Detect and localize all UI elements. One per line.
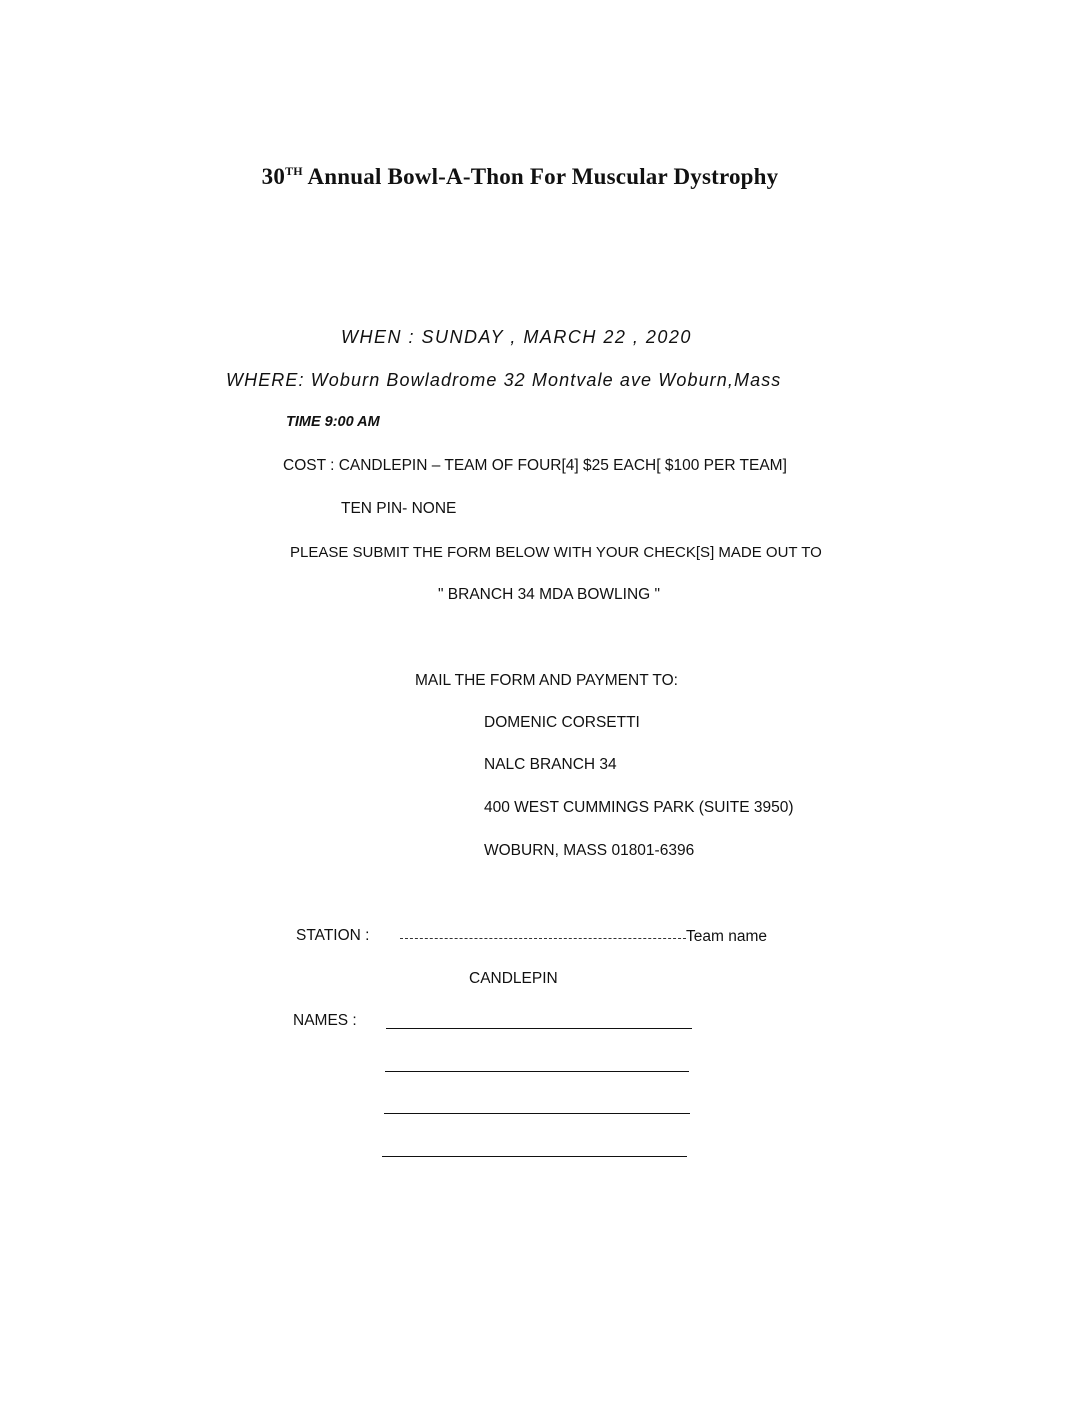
mail-address-line: DOMENIC CORSETTI — [484, 714, 640, 731]
team-name-label: Team name — [686, 928, 767, 945]
submit-instruction: PLEASE SUBMIT THE FORM BELOW WITH YOUR CHECK[S] MADE OUT TO — [290, 544, 822, 561]
name-field-line[interactable] — [384, 1113, 690, 1114]
document-title — [0, 164, 1040, 190]
title-text: Annual Bowl-A-Thon For Muscular Dystrophy — [307, 164, 779, 189]
payee-line: " BRANCH 34 MDA BOWLING " — [438, 586, 661, 603]
station-label: STATION : — [296, 927, 370, 944]
mail-address-line: WOBURN, MASS 01801-6396 — [484, 842, 695, 859]
name-field-line[interactable] — [382, 1156, 687, 1157]
when-line: WHEN : SUNDAY , MARCH 22 , 2020 — [341, 327, 692, 347]
mail-address-line: 400 WEST CUMMINGS PARK (SUITE 3950) — [484, 799, 794, 816]
candlepin-label: CANDLEPIN — [469, 970, 558, 987]
title-ordinal-suffix: TH — [285, 164, 303, 178]
title-ordinal: 30 — [261, 164, 286, 189]
cost-line: COST : CANDLEPIN – TEAM OF FOUR[4] $25 EACH[ $100 PER TEAM] — [283, 457, 787, 474]
name-field-line[interactable] — [386, 1028, 692, 1029]
mail-heading: MAIL THE FORM AND PAYMENT TO: — [415, 672, 678, 689]
time-line: TIME 9:00 AM — [286, 414, 380, 430]
station-field-line[interactable] — [400, 938, 686, 939]
tenpin-line: TEN PIN- NONE — [341, 500, 457, 517]
names-label: NAMES : — [293, 1012, 357, 1029]
name-field-line[interactable] — [385, 1071, 689, 1072]
mail-address-line: NALC BRANCH 34 — [484, 756, 617, 773]
where-line: WHERE: Woburn Bowladrome 32 Montvale ave Woburn,Mass — [226, 370, 782, 390]
